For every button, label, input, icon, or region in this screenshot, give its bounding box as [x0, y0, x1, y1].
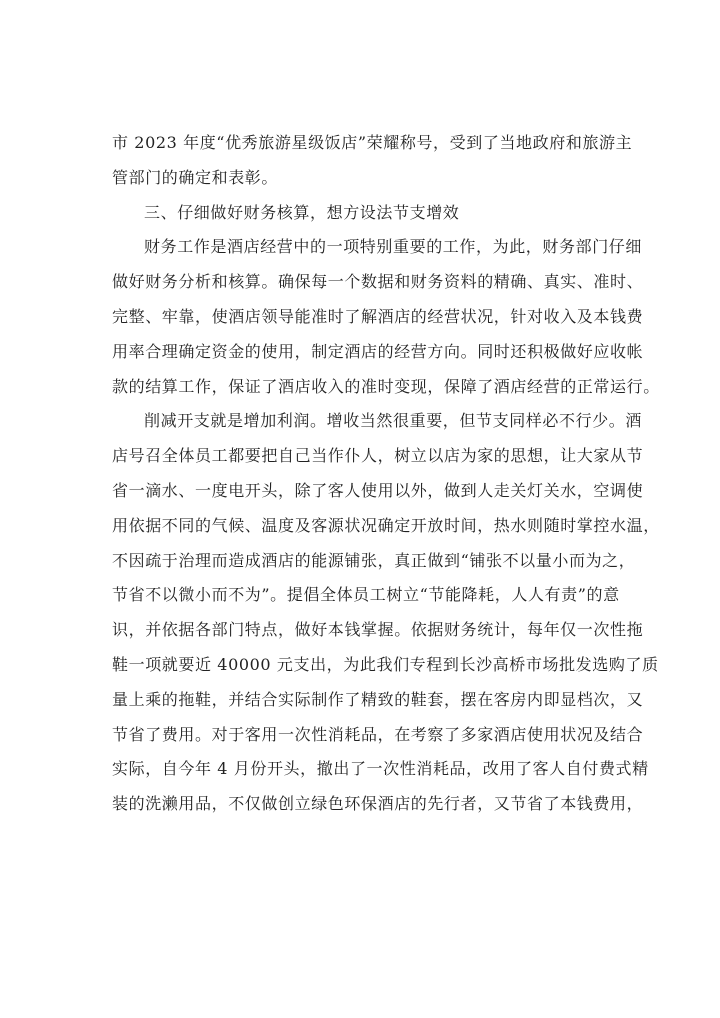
paragraph-line: 识，并依据各部门特点，做好本钱掌握。依据财务统计，每年仅一次性拖 [112, 620, 644, 640]
paragraph-line: 市 2023 年度“优秀旅游星级饭店”荣耀称号，受到了当地政府和旅游主 [112, 133, 633, 152]
document-body [112, 126, 692, 822]
paragraph-line: 做好财务分析和核算。确保每一个数据和财务资料的精确、真实、准时、 [112, 272, 644, 292]
paragraph-line: 量上乘的拖鞋，并结合实际制作了精致的鞋套，摆在客房内即显档次，又 [112, 689, 644, 709]
paragraph-line: 完整、牢靠，使酒店领导能准时了解酒店的经营状况，针对收入及本钱费 [112, 306, 644, 326]
paragraph-line: 用率合理确定资金的使用，制定酒店的经营方向。同时还积极做好应收帐 [112, 341, 644, 361]
paragraph-line: 款的结算工作，保证了酒店收入的准时变现，保障了酒店经营的正常运行。 [112, 376, 660, 396]
paragraph-line: 管部门的确定和表彰。 [112, 167, 279, 187]
paragraph-line: 削减开支就是增加利润。增收当然很重要，但节支同样必不行少。酒 [144, 411, 643, 431]
paragraph-line: 财务工作是酒店经营中的一项特别重要的工作，为此，财务部门仔细 [144, 237, 643, 257]
paragraph-line: 店号召全体员工都要把自己当作仆人，树立以店为家的思想，让大家从节 [112, 446, 644, 466]
paragraph-line: 装的洗濑用品，不仅做创立绿色环保酒店的先行者，又节省了本钱费用， [112, 794, 644, 814]
paragraph-line: 实际，自今年 4 月份开头，撤出了一次性消耗品，改用了客人自付费式精 [112, 759, 649, 779]
paragraph-line: 省一滴水、一度电开头，除了客人使用以外，做到人走关灯关水，空调使 [112, 480, 644, 500]
paragraph-line: 节省了费用。对于客用一次性消耗品，在考察了多家酒店使用状况及结合 [112, 724, 644, 744]
section-heading: 三、仔细做好财务核算，想方设法节支增效 [144, 202, 460, 222]
paragraph-line: 节省不以微小而不为”。提倡全体员工树立“节能降耗，人人有责”的意 [112, 585, 620, 605]
paragraph-line: 用依据不同的气候、温度及客源状况确定开放时间，热水则随时掌控水温， [112, 515, 660, 535]
paragraph-line: 鞋一项就要近 40000 元支出，为此我们专程到长沙高桥市场批发选购了质 [112, 654, 659, 674]
paragraph-line: 不因疏于治理而造成酒店的能源铺张，真正做到“铺张不以量小而为之， [112, 550, 636, 570]
